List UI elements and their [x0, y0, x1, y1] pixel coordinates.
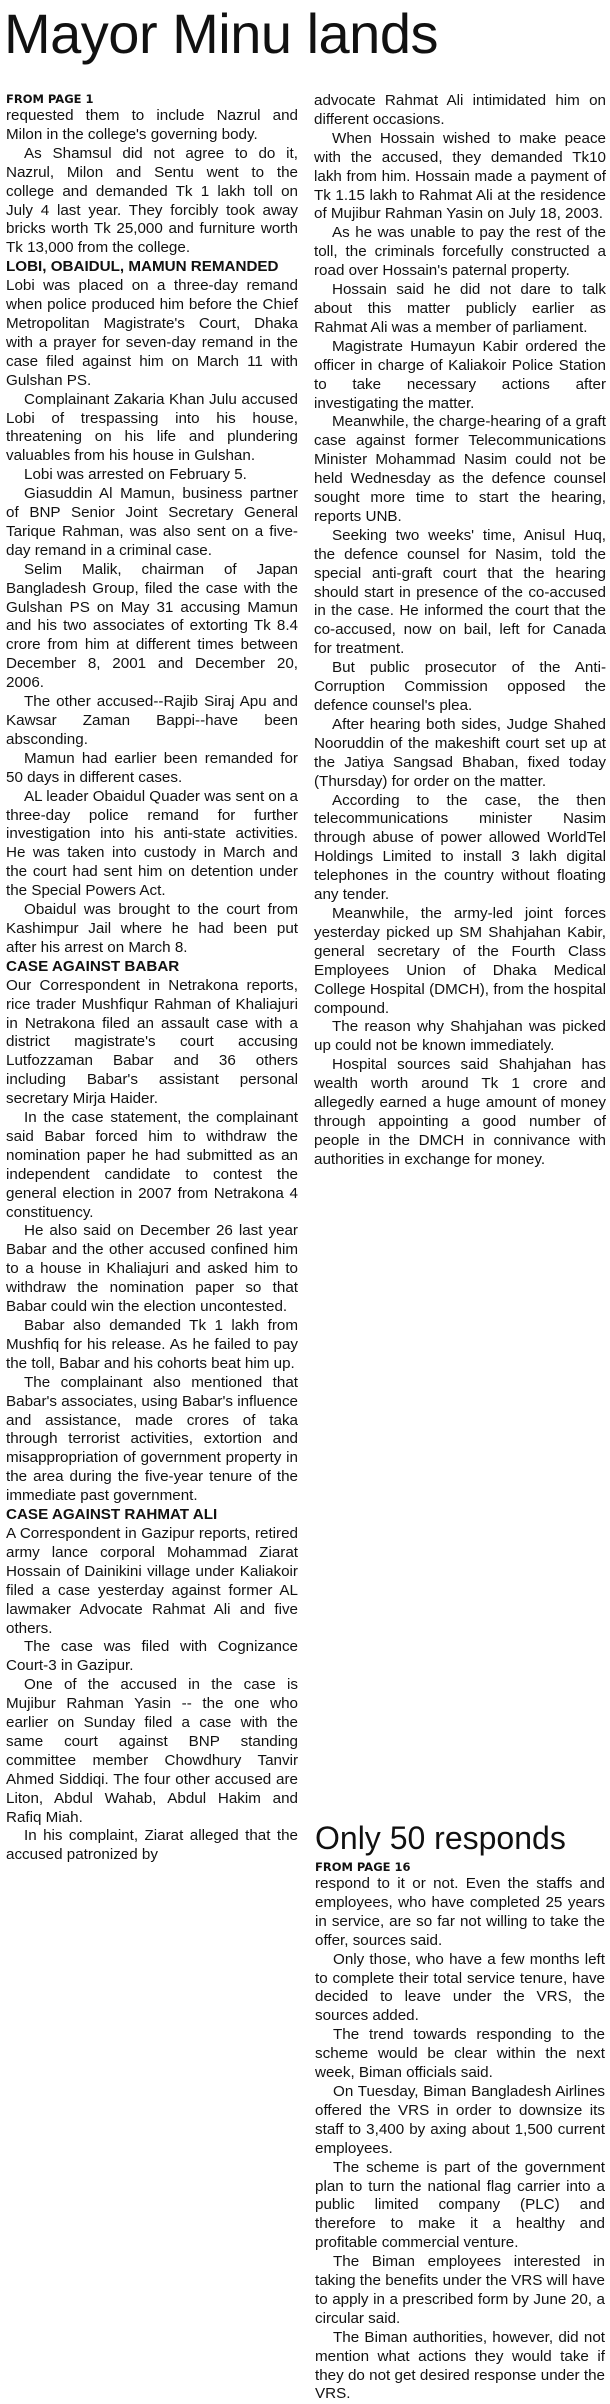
paragraph: Complainant Zakaria Khan Julu accused Lobi of trespassing into his house, threatening on his life and plundering valuables from his house in Gulshan. [6, 390, 298, 465]
paragraph: The Biman authorities, however, did not mention what actions they would take if they do not get desired response under the VRS. [315, 2328, 605, 2403]
paragraph: According to the case, the then telecommunications minister Nasim through abuse of power allowed WorldTel Holdings Limited to install 3 lakh digital telephones in the country without floating any tender. [314, 791, 606, 904]
paragraph: The scheme is part of the government plan to turn the national flag carrier into a public limited company (PLC) and therefore to make it a healthy and profitable commercial venture. [315, 2158, 605, 2252]
paragraph: Our Correspondent in Netrakona reports, rice trader Mushfiqur Rahman of Khaliajuri in Netrakona filed an assault case with a district magistrate's court accusing Lutfozzaman Babar and 36 others including Babar's assistant personal secretary Mirja Haider. [6, 976, 298, 1108]
paragraph: In his complaint, Ziarat alleged that the accused patronized by [6, 1827, 298, 1864]
paragraph: In the case statement, the complainant said Babar forced him to withdraw the nomination paper he had submitted as an independent candidate to contest the general election in 2007 from Netrakona 4 constituency. [6, 1109, 298, 1221]
story2-headline: Only 50 responds [315, 1820, 566, 1856]
paragraph: advocate Rahmat Ali intimidated him on different occasions. [314, 92, 606, 128]
paragraph: Meanwhile, the charge-hearing of a graft case against former Telecommunications Minister Mohammad Nasim could not be held Wednesday as the defence counsel sought more time to start the hearing, reports UNB. [314, 413, 606, 525]
paragraph: One of the accused in the case is Mujibur Rahman Yasin -- the one who earlier on Sunday filed a case with the same court against BNP standing committee member Chowdhury Tanvir Ahmed Siddiqi. The four other accused are Liton, Abdul Wahab, Abdul Hakim and Rafiq Miah. [6, 1676, 298, 1826]
paragraph: After hearing both sides, Judge Shahed Nooruddin of the makeshift court set up at the Jatiya Sangsad Bhaban, fixed today (Thursday) for order on the matter. [314, 715, 606, 790]
paragraph: requested them to include Nazrul and Milon in the college's governing body. [6, 107, 298, 143]
paragraph: respond to it or not. Even the staffs and employees, who have completed 25 years in service, are so far not willing to take the offer, sources said. [315, 1875, 605, 1949]
paragraph: Selim Malik, chairman of Japan Bangladesh Group, filed the case with the Gulshan PS on May 31 accusing Mamun and his two associates of extorting Tk 8.4 crore from him at different times between December 8, 2001 and December 20, 2006. [6, 560, 298, 692]
story1-right-column [314, 92, 606, 1170]
paragraph: Seeking two weeks' time, Anisul Huq, the defence counsel for Nasim, told the special anti-graft court that the hearing should start in presence of the co-accused in the case. He informed the court that the co-accused, now on bail, left for Canada for treatment. [314, 526, 606, 658]
paragraph: The case was filed with Cognizance Court-3 in Gazipur. [6, 1638, 298, 1675]
paragraph: The Biman employees interested in taking the benefits under the VRS will have to apply in a prescribed form by June 20, a circular said. [315, 2253, 605, 2327]
story1-headline: Mayor Minu lands [4, 2, 438, 65]
paragraph: As he was unable to pay the rest of the toll, the criminals forcefully constructed a road over Hossain's paternal property. [314, 224, 606, 280]
paragraph: The complainant also mentioned that Babar's associates, using Babar's influence and assistance, made crores of taka through terrorist activities, extortion and misappropriation of government property in the area during the five-year tenure of the immediate past government. [6, 1373, 298, 1505]
paragraph: Meanwhile, the army-led joint forces yesterday picked up SM Shahjahan Kabir, general secretary of the Fourth Class Employees Union of Dhaka Medical College Hospital (DMCH), from the hospital compound. [314, 904, 606, 1017]
paragraph: Mamun had earlier been remanded for 50 days in different cases. [6, 749, 298, 786]
subheading-babar: CASE AGAINST BABAR [6, 957, 180, 975]
jump-from-label: FROM PAGE 16 [315, 1860, 411, 1874]
story1-left-column [6, 92, 298, 1865]
paragraph: When Hossain wished to make peace with the accused, they demanded Tk10 lakh from him. Hossain made a payment of Tk 1.15 lakh to Rahmat Ali at the residence of Mujibur Rahman Yasin on July 18, 2003. [314, 129, 606, 223]
story2-column [315, 1860, 605, 2404]
paragraph: As Shamsul did not agree to do it, Nazrul, Milon and Sentu went to the college and demanded Tk 1 lakh toll on July 4 last year. They forcibly took away bricks worth Tk 25,000 and furniture worth Tk 13,000 from the college. [6, 144, 298, 257]
paragraph: AL leader Obaidul Quader was sent on a three-day police remand for further investigation into his anti-state activities. He was taken into custody in March and the court had sent him on detention under the Special Powers Act. [6, 787, 298, 900]
paragraph: Magistrate Humayun Kabir ordered the officer in charge of Kaliakoir Police Station to take necessary actions after investigating the matter. [314, 337, 606, 412]
jump-from-label: FROM PAGE 1 [6, 92, 94, 106]
subheading-rahmat-ali: CASE AGAINST RAHMAT ALI [6, 1506, 218, 1524]
paragraph: On Tuesday, Biman Bangladesh Airlines offered the VRS in order to downsize its staff to 3,400 by axing about 1,500 current employees. [315, 2082, 605, 2157]
paragraph: The trend towards responding to the scheme would be clear within the next week, Biman officials said. [315, 2026, 605, 2082]
paragraph: Lobi was arrested on February 5. [24, 466, 247, 484]
subheading-remanded: LOBI, OBAIDUL, MAMUN REMANDED [6, 258, 279, 276]
paragraph: The other accused--Rajib Siraj Apu and Kawsar Zaman Bappi--have been absconding. [6, 693, 298, 748]
paragraph: Only those, who have a few months left to complete their total service tenure, have decided to leave under the VRS, the sources added. [315, 1950, 605, 2025]
paragraph: Obaidul was brought to the court from Kashimpur Jail where he had been put after his arrest on March 8. [6, 901, 298, 956]
paragraph: The reason why Shahjahan was picked up could not be known immediately. [314, 1018, 606, 1055]
paragraph: Babar also demanded Tk 1 lakh from Mushfiq for his release. As he failed to pay the toll, Babar and his cohorts beat him up. [6, 1317, 298, 1372]
paragraph: Hospital sources said Shahjahan has wealth worth around Tk 1 crore and allegedly earned a huge amount of money through appointing a good number of people in the DMCH in connivance with authorities in exchange for money. [314, 1056, 606, 1168]
paragraph: But public prosecutor of the Anti-Corruption Commission opposed the defence counsel's plea. [314, 659, 606, 714]
paragraph: He also said on December 26 last year Babar and the other accused confined him to a house in Khaliajuri and asked him to withdraw the nomination paper so that Babar could win the election uncontested. [6, 1222, 298, 1316]
paragraph: Giasuddin Al Mamun, business partner of BNP Senior Joint Secretary General Tarique Rahman, was also sent on a five-day remand in a criminal case. [6, 485, 298, 559]
paragraph: Hossain said he did not dare to talk about this matter publicly earlier as Rahmat Ali was a member of parliament. [314, 281, 606, 336]
paragraph: Lobi was placed on a three-day remand when police produced him before the Chief Metropolitan Magistrate's Court, Dhaka with a prayer for seven-day remand in the case filed against him on March 11 with Gulshan PS. [6, 277, 298, 389]
paragraph: A Correspondent in Gazipur reports, retired army lance corporal Mohammad Ziarat Hossain of Dainikini village under Kaliakoir filed a case yesterday against former AL lawmaker Advocate Rahmat Ali and five others. [6, 1524, 298, 1637]
